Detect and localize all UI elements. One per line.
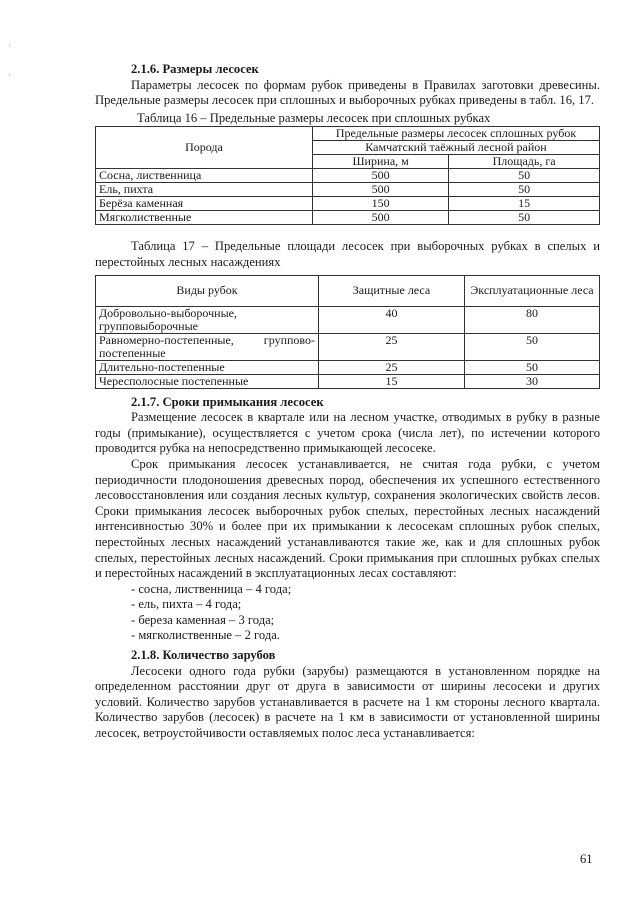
table-row — [96, 211, 600, 225]
table-cell: Ель, пихта — [96, 183, 313, 197]
scan-artifact: · — [8, 70, 11, 80]
table-17 — [95, 275, 600, 389]
table-cell: 25 — [319, 360, 465, 374]
list-item: - сосна, лиственница – 4 года; — [131, 581, 292, 596]
table-cell: 30 — [465, 374, 600, 388]
table-cell: 50 — [449, 169, 600, 183]
table-header: Камчатский таёжный лесной район — [313, 141, 600, 155]
section-heading-2-1-8: 2.1.8. Количество зарубов — [131, 648, 276, 663]
list-item: - ель, пихта – 4 года; — [131, 597, 242, 612]
table-17-caption: Таблица 17 – Предельные площади лесосек при выборочных рубках в спелых и перестойных лесных насаждениях — [95, 239, 600, 269]
table-row — [96, 306, 600, 333]
page-number: 61 — [580, 852, 593, 866]
table-cell: 40 — [319, 306, 465, 333]
table-header: Эксплуатационные леса — [465, 275, 600, 306]
section-paragraph: Лесосеки одного года рубки (зарубы) размещаются в установленном порядке на определенном расстоянии друг от друга в зависимости от ширины лесосеки и других условий. Количество зарубов устанавливается в расчете на 1 км стороны лесного квартала. Количество зарубов (лесосек) в расчете на 1 км в зависимости от установленной ширины лесосек, ветроустойчивости оставляемых полос леса устанавливается: — [95, 663, 600, 741]
table-header: Площадь, га — [449, 155, 600, 169]
table-cell: 15 — [319, 374, 465, 388]
table-cell: 500 — [313, 211, 449, 225]
table-header: Предельные размеры лесосек сплошных рубок — [313, 127, 600, 141]
table-header: Ширина, м — [313, 155, 449, 169]
table-cell: 50 — [449, 183, 600, 197]
table-row — [96, 197, 600, 211]
table-cell: 500 — [313, 169, 449, 183]
table-cell: 150 — [313, 197, 449, 211]
section-paragraph: Срок примыкания лесосек устанавливается, не считая года рубки, с учетом периодичности плодоношения древесных пород, обеспечения их успешного естественного лесовосстановления или создания лесных культур, сохранения экологических свойств лесов. Сроки примыкания лесосек выборочных рубок спелых, перестойных лесных насаждений интенсивностью 30% и более при их примыкании к лесосекам сплошных рубок спелых, перестойных лесных насаждений устанавливаются такие же, как и для сплошных рубок спелых, перестойных лесных насаждений. Сроки примыкания при сплошных рубках спелых и перестойных насаждений в эксплуатационных лесах составляют: — [95, 456, 600, 581]
table-cell: 25 — [319, 333, 465, 360]
document-page — [95, 62, 600, 742]
table-cell: Добровольно-выборочные, групповыборочные — [96, 306, 319, 333]
table-header: Порода — [96, 127, 313, 169]
table-row — [96, 360, 600, 374]
table-cell: 500 — [313, 183, 449, 197]
section-heading-2-1-6: 2.1.6. Размеры лесосек — [131, 62, 259, 76]
table-cell: 80 — [465, 306, 600, 333]
table-cell: 15 — [449, 197, 600, 211]
section-paragraph: Размещение лесосек в квартале или на лесном участке, отводимых в рубку в разные годы (примыкание), осуществляется с учетом срока (числа лет), по истечении которого проводится рубка на непосредственно примыкающей лесосеке. — [95, 410, 600, 456]
table-row — [96, 374, 600, 388]
table-cell: Мягколиственные — [96, 211, 313, 225]
table-cell: Длительно-постепенные — [96, 360, 319, 374]
list-item: - береза каменная – 3 года; — [131, 612, 275, 627]
table-cell: Равномерно-постепенные, группово-постепенные — [96, 333, 319, 360]
section-paragraph: Параметры лесосек по формам рубок приведены в Правилах заготовки древесины. Предельные размеры лесосек при сплошных и выборочных рубках приведены в табл. 16, 17. — [95, 77, 600, 108]
table-cell: Берёза каменная — [96, 197, 313, 211]
table-cell: 50 — [465, 333, 600, 360]
bullet-list — [95, 582, 600, 644]
list-item: - мягколиственные – 2 года. — [131, 628, 280, 643]
section-heading-2-1-7: 2.1.7. Сроки примыкания лесосек — [131, 394, 324, 409]
table-cell: Сосна, лиственница — [96, 169, 313, 183]
table-cell: Чересполосные постепенные — [96, 374, 319, 388]
scan-artifact: · — [8, 40, 11, 50]
table-16 — [95, 126, 600, 225]
table-row — [96, 333, 600, 360]
table-16-caption: Таблица 16 – Предельные размеры лесосек при сплошных рубках — [137, 110, 491, 125]
table-cell: 50 — [449, 211, 600, 225]
table-header: Виды рубок — [96, 275, 319, 306]
table-header: Защитные леса — [319, 275, 465, 306]
table-row — [96, 183, 600, 197]
table-row — [96, 169, 600, 183]
table-cell: 50 — [465, 360, 600, 374]
